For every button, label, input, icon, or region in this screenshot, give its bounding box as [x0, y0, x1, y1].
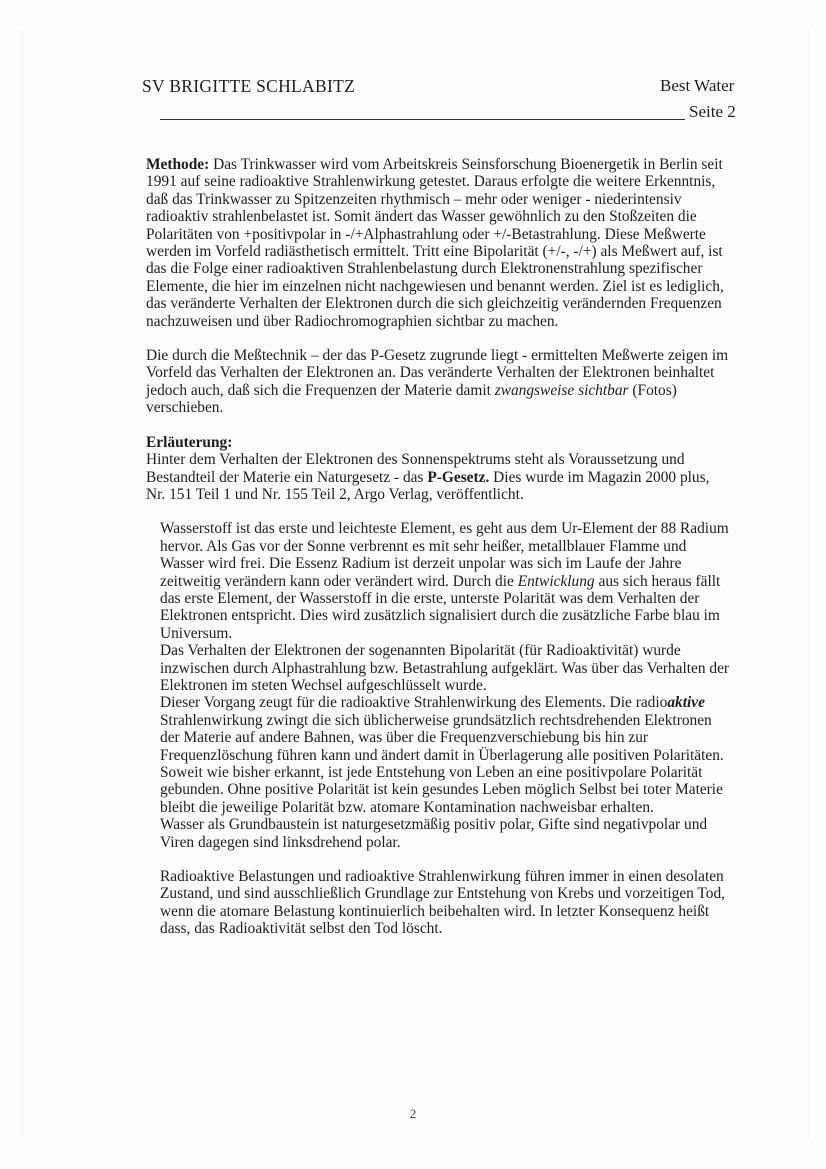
scan-edge-left [22, 30, 23, 1140]
methode-text: Das Trinkwasser wird vom Arbeitskreis Seinsforschung Bioenergetik in Berlin seit 1991 auf seine radioaktive Strahlenwirkung getestet. Daraus erfolgte die weitere Erkenntnis, daß das Trinkwasser zu Spitzenzeiten rhythmisch – mehr oder weniger - niederintensiv radioaktiv strahlenbelastet ist. Somit ändert das Wasser gewöhnlich zu den Stoßzeiten die Polaritäten von +positivpolar in -/+Alphastrahlung oder +/-Betastrahlung. Diese Meßwerte werden im Vorfeld radiästhetisch ermittelt. Tritt eine Bipolarität (+/-, -/+) als Meßwert auf, ist das die Folge einer radioaktiven Strahlenbelastung durch Elektronenstrahlung spezifischer Elemente, die hier im einzelnen nicht nachgewiesen und benannt werden. Ziel ist es lediglich, das veränderte Verhalten der Elektronen durch die sich gleichzeitig verändernden Frequenzen nachzuweisen und über Radiochromographien sichtbar zu machen. [146, 156, 724, 330]
wasserstoff-paragraph [146, 520, 731, 642]
document-body [146, 156, 731, 938]
messtechnik-emphasis: zwangsweise sichtbar [494, 381, 629, 399]
p-gesetz-paragraph [146, 451, 731, 503]
strahlenwirkung-emphasis: aktive [667, 694, 705, 712]
wasser-paragraph: Wasser als Grundbaustein ist naturgesetzmäßig positiv polar, Gifte sind negativpolar und Viren dagegen sind linksdrehend polar. [160, 816, 708, 851]
methode-paragraph [146, 156, 731, 330]
header-author: SV BRIGITTE SCHLABITZ [142, 76, 356, 96]
p-gesetz-text-b: Dies wurde im Magazin 2000 plus, Nr. 151 Teil 1 und Nr. 155 Teil 2, Argo Verlag, veröffentlicht. [146, 468, 710, 503]
messtechnik-text: Die durch die Meßtechnik – der das P-Gesetz zugrunde liegt - ermittelten Meßwerte zeigen im Vorfeld das Verhalten der Elektronen an. Das veränderte Verhalten der Elektronen beinhaltet jedoch auch, daß sich die Frequenzen der Materie damit [146, 347, 729, 399]
messtechnik-end: (Fotos) verschieben. [146, 381, 677, 417]
page-number: 2 [409, 1106, 417, 1121]
header-page-label: Seite 2 [689, 102, 736, 121]
wasserstoff-text-a: Wasserstoff ist das erste und leichteste Element, es geht aus dem Ur-Element der 88 Radium hervor. Als Gas vor der Sonne verbrennt es mit sehr heißer, metallblauer Flamme und Wasser wird frei. Die Essenz Radium ist derzeit unpolar was sich im Laufe der Jahre zeitweitig verändern kann oder verändert wird. Durch die [160, 520, 729, 590]
erlaeuterung-label: Erläuterung: [146, 433, 233, 451]
strahlenwirkung-paragraph [146, 694, 731, 764]
wasserstoff-text-b: aus sich heraus fällt das erste Element, der Wasserstoff in die erste, unterste Polarität was dem Verhalten der Elektronen entspricht. Dies wird zusätzlich signalisiert durch die zusätzliche Farbe blau im Universum. [160, 572, 721, 642]
header-rule [160, 119, 685, 120]
strahlenwirkung-text-b: Strahlenwirkung zwingt die sich üblicherweise grundsätzlich rechtsdrehenden Elektronen der Materie auf andere Bahnen, was über die Frequenzverschiebung bis hin zur Frequenzlöschung führen kann und ändert damit in Überlagerung alle positiven Polaritäten. [160, 711, 724, 764]
scan-edge-right [808, 28, 809, 1140]
methode-label: Methode: [146, 156, 210, 173]
belastung-paragraph: Radioaktive Belastungen und radioaktive Strahlenwirkung führen immer in einen desolaten Zustand, und sind ausschließlich Grundlage zur Entstehung von Krebs und vorzeitigen Tod, wenn die atomare Belastung kontinuierlich beibehalten wird. In letzter Konsequenz heißt dass, das Radioaktivität selbst den Tod löscht. [160, 868, 725, 938]
p-gesetz-bold: P-Gesetz. [427, 468, 490, 486]
messtechnik-paragraph [146, 347, 731, 417]
leben-paragraph: Soweit wie bisher erkannt, ist jede Entstehung von Leben an eine positivpolare Polarität gebunden. Ohne positive Polarität ist kein gesundes Leben möglich Selbst bei toter Materie bleibt die jeweilige Polarität bzw. atomare Kontamination nachweisbar erhalten. [160, 764, 723, 816]
strahlenwirkung-text-a: Dieser Vorgang zeugt für die radioaktive Strahlenwirkung des Elements. Die radio [160, 694, 668, 712]
p-gesetz-text-a: Hinter dem Verhalten der Elektronen des Sonnenspektrums steht als Voraussetzung und Bestandteil der Materie ein Naturgesetz - das [146, 451, 685, 486]
header-title: Best Water [660, 76, 735, 95]
bipolaritaet-paragraph: Das Verhalten der Elektronen der sogenannten Bipolarität (für Radioaktivität) wurde inzwischen durch Alphastrahlung bzw. Betastrahlung aufgeklärt. Was über das Verhalten der Elektronen im steten Wechsel aufgeschlüsselt wurde. [160, 642, 730, 694]
wasserstoff-emphasis: Entwicklung [517, 572, 595, 590]
